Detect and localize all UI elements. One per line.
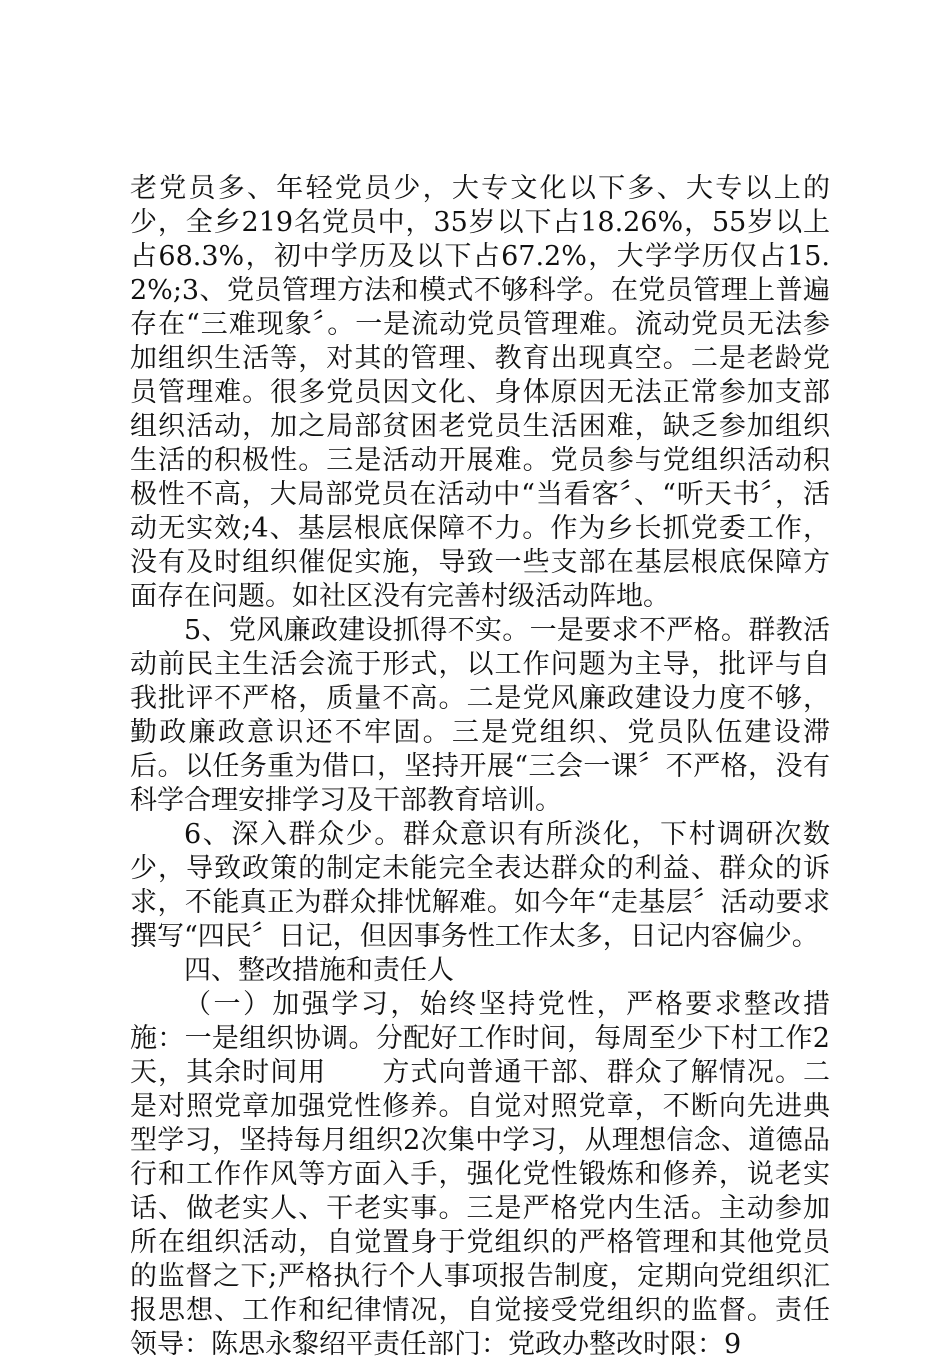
paragraph-party-member-structure: 老党员多、年轻党员少，大专文化以下多、大专以上的少，全乡219名党员中，35岁以下占18.26%，55岁以上占68.3%，初中学历及以下占67.2%，大学学历仅占15.2%;3、党员管理方法和模式不够科学。在党员管理上普遍存在“三难现象〞。一是流动党员管理难。流动党员无法参加组织生活等，对其的管理、教育出现真空。二是老龄党员管理难。很多党员因文化、身体原因无法正常参加支部组织活动，加之局部贫困老党员生活困难，缺乏参加组织生活的积极性。三是活动开展难。党员参与党组织活动积极性不高，大局部党员在活动中“当看客〞、“听天书〞，活动无实效;4、基层根底保障不力。作为乡长抓党委工作，没有及时组织催促实施，导致一些支部在基层根底保障方面存在问题。如社区没有完善村级活动阵地。 [130,173,830,612]
paragraph-mass-contact: 6、深入群众少。群众意识有所淡化，下村调研次数少，导致政策的制定未能完全表达群众的利益、群众的诉求，不能真正为群众排忧解难。如今年“走基层〞活动要求撰写“四民〞日记，但因事务性工作太多，日记内容偏少。 [130,819,830,952]
paragraph-rectification-measures: （一）加强学习，始终坚持党性，严格要求整改措施：一是组织协调。分配好工作时间，每周至少下村工作2天，其余时间用 方式向普通干部、群众了解情况。二是对照党章加强党性修养。自觉对照党章，不断向先进典型学习，坚持每月组织2次集中学习，从理想信念、道德品行和工作作风等方面入手，强化党性锻炼和修养，说老实话、做老实人、干老实事。三是严格党内生活。主动参加所在组织活动，自觉置身于党组织的严格管理和其他党员的监督之下;严格执行个人事项报告制度，定期向党组织汇报思想、工作和纪律情况，自觉接受党组织的监督。责任领导：陈思永黎绍平责任部门：党政办整改时限：9 [130,989,830,1360]
paragraph-clean-governance: 5、党风廉政建设抓得不实。一是要求不严格。群教活动前民主生活会流于形式，以工作问题为主导，批评与自我批评不严格，质量不高。二是党风廉政建设力度不够，勤政廉政意识还不牢固。三是党组织、党员队伍建设滞后。以任务重为借口，坚持开展“三会一课〞不严格，没有科学合理安排学习及干部教育培训。 [130,615,830,816]
section-heading-rectification: 四、整改措施和责任人 [184,955,454,986]
document-page [130,172,830,1362]
